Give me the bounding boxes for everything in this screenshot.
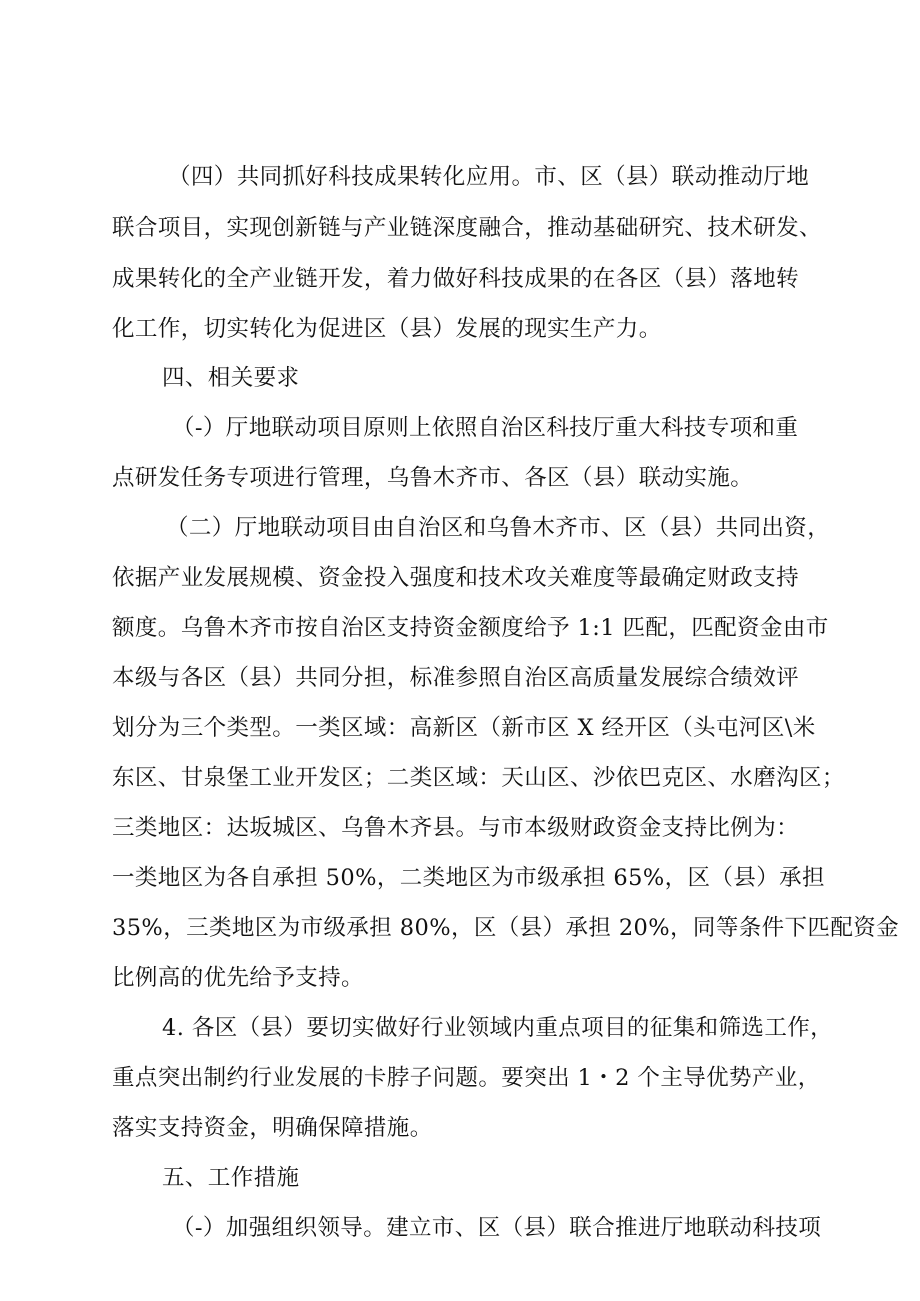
text-line-3: 成果转化的全产业链开发，着力做好科技成果的在各区（县）落地转 bbox=[112, 266, 800, 292]
text-line-20: 落实支持资金，明确保障措施。 bbox=[112, 1115, 433, 1141]
text-line-19: 重点突出制约行业发展的卡脖子问题。要突出 1・2 个主导优势产业， bbox=[112, 1065, 821, 1091]
text-line-10: 额度。乌鲁木齐市按自治区支持资金额度给予 1:1 匹配，匹配资金由市 bbox=[112, 615, 829, 641]
section-heading-related-requirements: 四、相关要求 bbox=[162, 365, 300, 391]
text-line-12: 划分为三个类型。一类区域：高新区（新市区 X 经开区（头屯河区\米 bbox=[112, 715, 816, 741]
text-line-22: （-）加强组织领导。建立市、区（县）联合推进厅地联动科技项 bbox=[172, 1215, 822, 1241]
text-line-18: 4. 各区（县）要切实做好行业领域内重点项目的征集和筛选工作， bbox=[162, 1015, 834, 1041]
text-line-7: 点研发任务专项进行管理，乌鲁木齐市、各区（县）联动实施。 bbox=[112, 465, 754, 491]
text-line-2: 联合项目，实现创新链与产业链深度融合，推动基础研究、技术研发、 bbox=[112, 215, 822, 241]
text-line-13: 东区、甘泉堡工业开发区；二类区域：天山区、沙依巴克区、水磨沟区； bbox=[112, 765, 845, 791]
text-line-4: 化工作，切实转化为促进区（县）发展的现实生产力。 bbox=[112, 316, 662, 342]
text-line-15: 一类地区为各自承担 50%，二类地区为市级承担 65%，区（县）承担 bbox=[112, 865, 825, 891]
text-line-1: （四）共同抓好科技成果转化应用。市、区（县）联动推动厅地 bbox=[168, 164, 810, 190]
text-line-6: （-）厅地联动项目原则上依照自治区科技厅重大科技专项和重 bbox=[172, 415, 799, 441]
text-line-14: 三类地区：达坂城区、乌鲁木齐县。与市本级财政资金支持比例为： bbox=[112, 815, 800, 841]
text-line-9: 依据产业发展规模、资金投入强度和技术攻关难度等最确定财政支持 bbox=[112, 565, 800, 591]
text-line-8: （二）厅地联动项目由自治区和乌鲁木齐市、区（县）共同出资， bbox=[166, 515, 831, 541]
text-line-17: 比例高的优先给予支持。 bbox=[112, 965, 364, 991]
section-heading-work-measures: 五、工作措施 bbox=[162, 1165, 300, 1191]
text-line-11: 本级与各区（县）共同分担，标准参照自治区高质量发展综合绩效评 bbox=[112, 665, 800, 691]
text-line-16: 35%，三类地区为市级承担 80%，区（县）承担 20%，同等条件下匹配资金 bbox=[112, 915, 900, 941]
